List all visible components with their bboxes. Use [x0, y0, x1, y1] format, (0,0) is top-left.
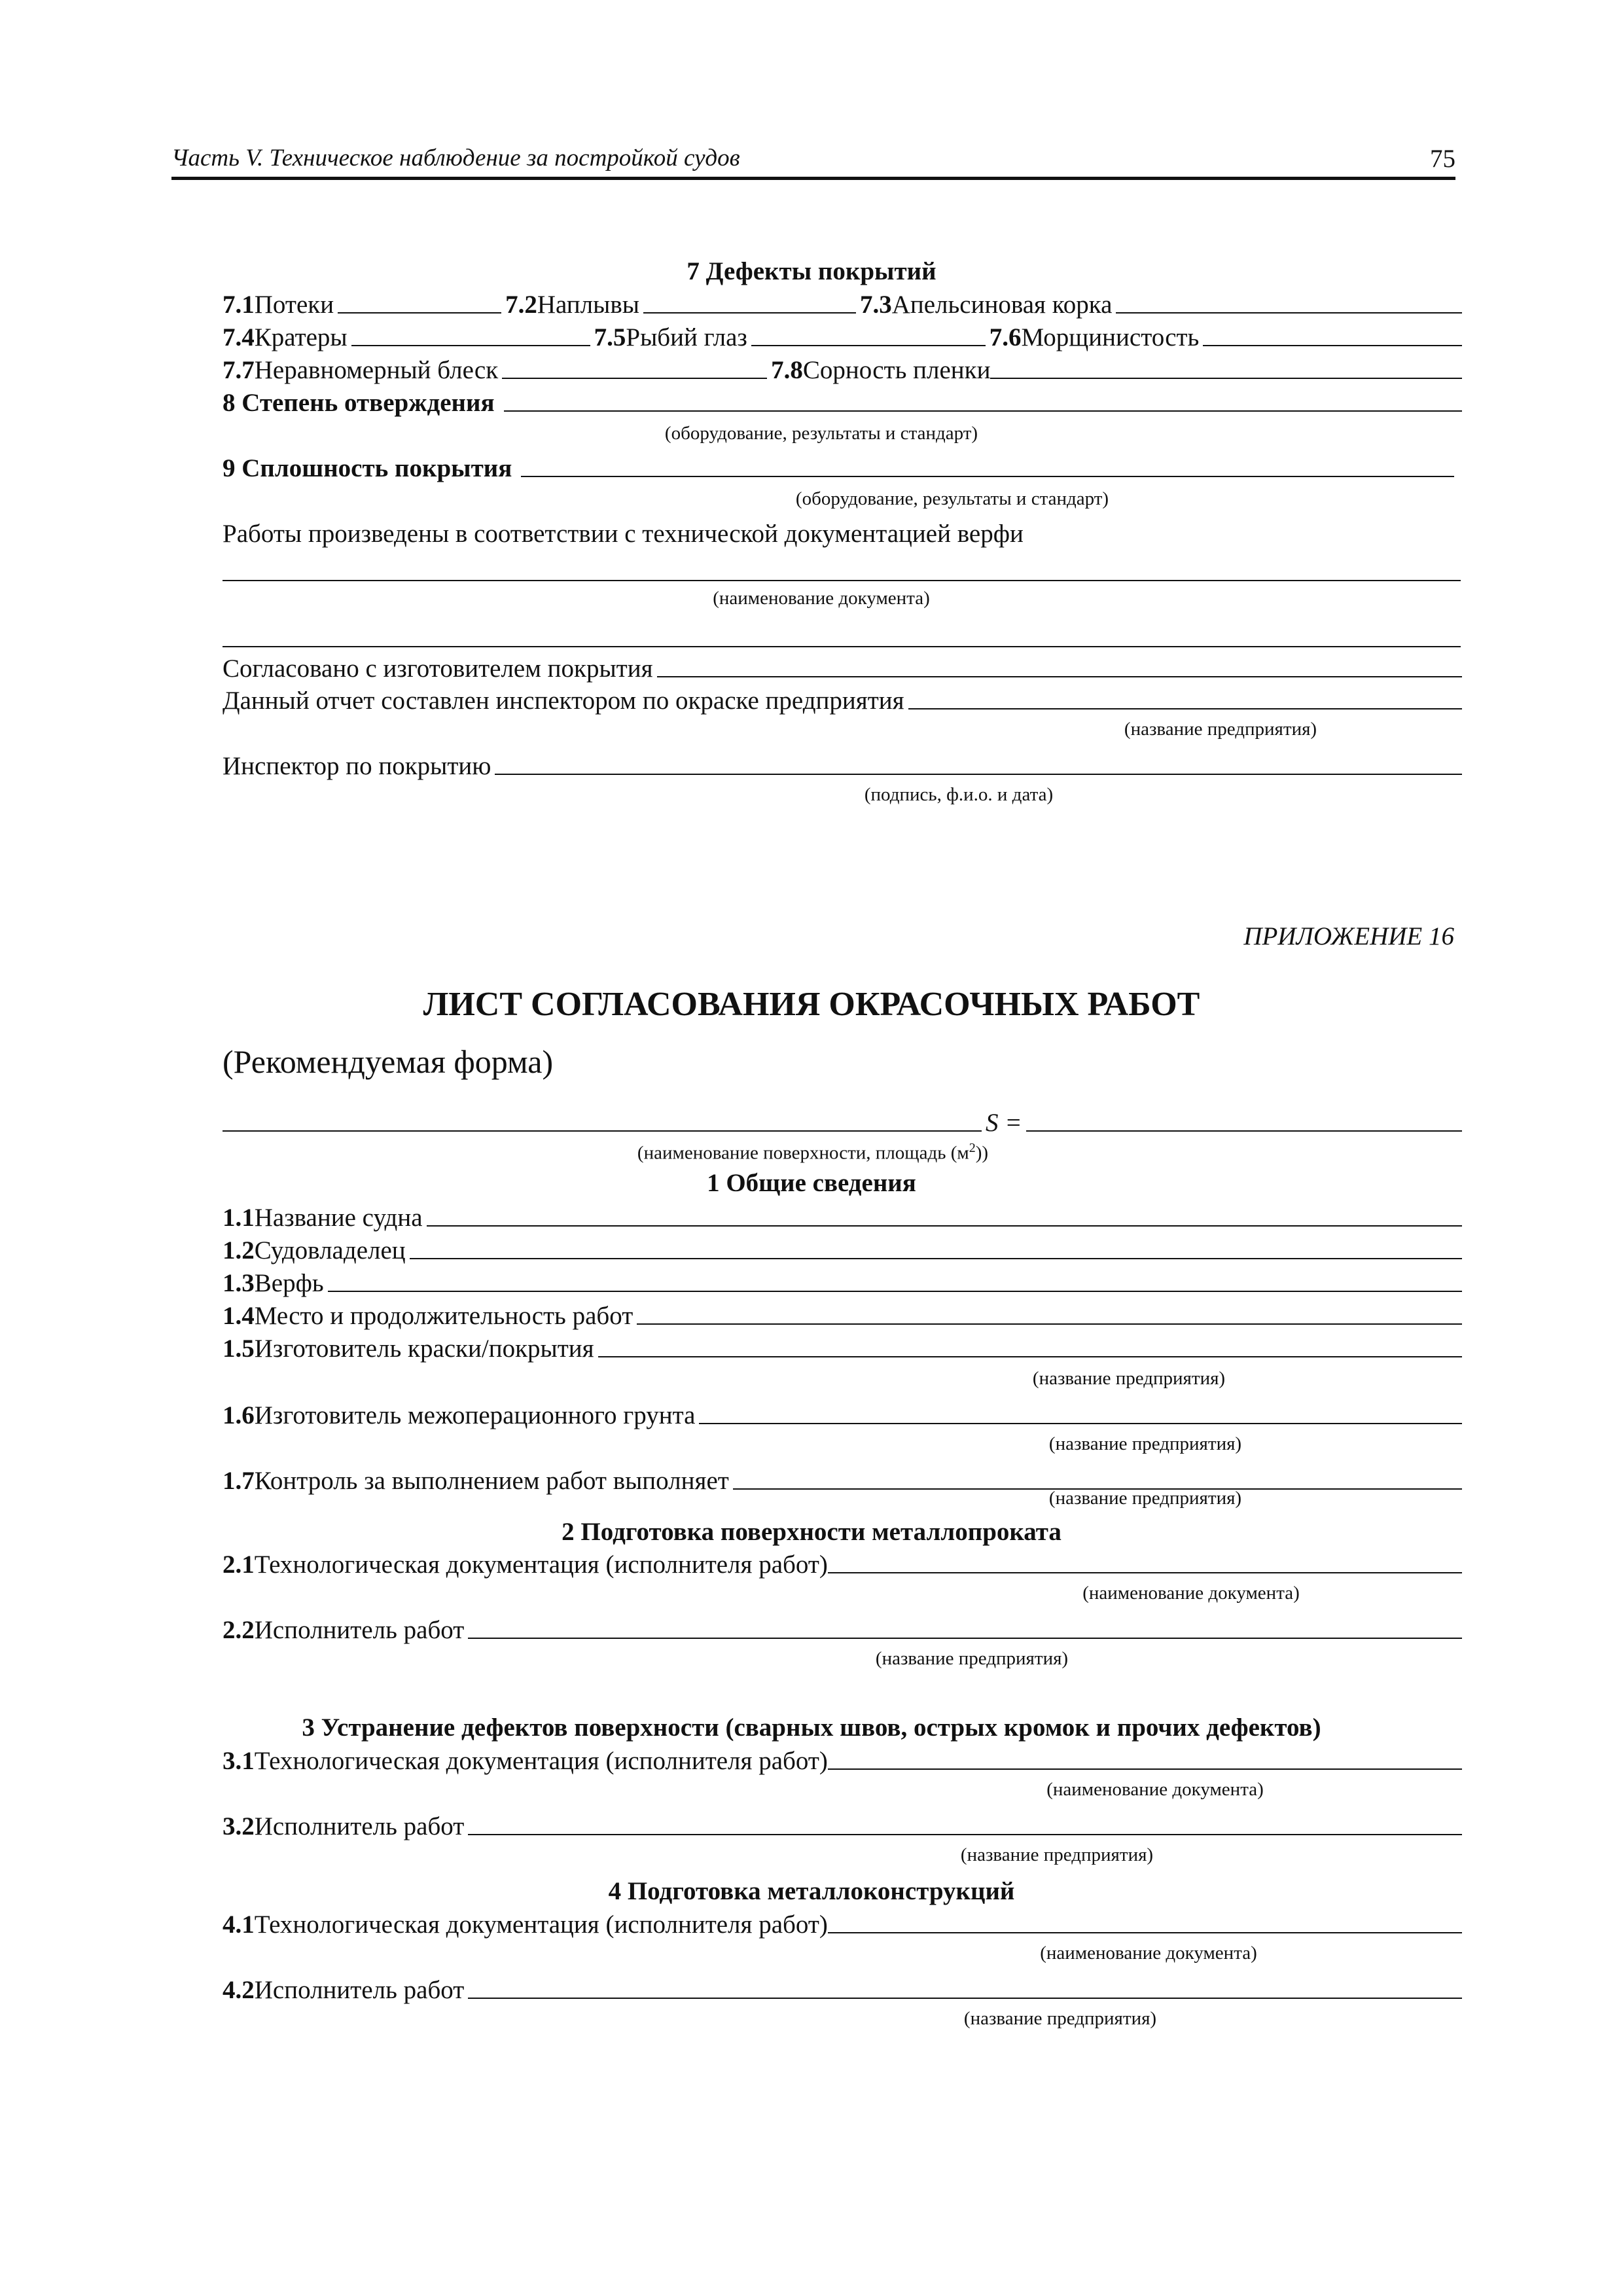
blank-field[interactable] [751, 345, 986, 346]
blank-field[interactable] [410, 1258, 1462, 1259]
row-1-5 [223, 1332, 1466, 1363]
caption: (наименование документа) [713, 588, 930, 609]
caption: (наименование документа) [1040, 1943, 1257, 1964]
blank-field[interactable] [504, 410, 1462, 412]
row-1-3 [223, 1266, 1466, 1298]
item-label: Технологическая документация (исполнителя работ) [254, 1747, 828, 1775]
row-1-6 [223, 1399, 1466, 1430]
item-label: Технологическая документация (исполнителя работ) [254, 1551, 828, 1579]
item-number: 7.5 [594, 323, 626, 351]
row-4-1 [223, 1908, 1466, 1939]
caption: (наименование поверхности, площадь $(м^2)$) [637, 1141, 989, 1164]
report-row [223, 684, 1466, 715]
item-label: Потеки [254, 291, 334, 319]
blank-field[interactable] [1203, 345, 1462, 346]
blank-field[interactable] [223, 1130, 982, 1132]
item-label: Название судна [254, 1204, 423, 1232]
row-3-1 [223, 1744, 1466, 1776]
section-7-title: 7 Дефекты покрытий [687, 257, 936, 285]
blank-field[interactable] [828, 1572, 1462, 1573]
row-4-2 [223, 1973, 1466, 2005]
blank-field[interactable] [1026, 1130, 1462, 1132]
section-9-label: 9 Сплошность покрытия [223, 454, 512, 482]
blank-field[interactable] [1116, 312, 1462, 314]
caption: (название предприятия) [963, 2008, 1157, 2029]
row-1-4 [223, 1299, 1466, 1331]
row-7-7 [223, 353, 1466, 385]
row-3-2 [223, 1810, 1466, 1841]
item-number: 7.3 [859, 291, 892, 319]
item-number: 4.1 [223, 1910, 255, 1939]
row-2-2 [223, 1613, 1466, 1645]
item-number: 2.2 [223, 1616, 255, 1644]
caption: (оборудование, результаты и стандарт) [664, 423, 978, 444]
form-title: ЛИСТ СОГЛАСОВАНИЯ ОКРАСОЧНЫХ РАБОТ [423, 986, 1200, 1023]
caption: (название предприятия) [875, 1648, 1069, 1669]
surface-row [223, 1106, 1466, 1138]
item-label: Изготовитель межоперационного грунта [254, 1401, 696, 1429]
caption: (оборудование, результаты и стандарт) [795, 488, 1109, 509]
form-subtitle: (Рекомендуемая форма) [223, 1043, 554, 1080]
blank-field[interactable] [468, 1834, 1462, 1835]
item-label: Апельсиновая корка [891, 291, 1113, 319]
blank-field[interactable] [828, 1768, 1462, 1770]
blank-field[interactable] [328, 1291, 1462, 1292]
section-4-title: 4 Подготовка металлоконструкций [608, 1877, 1015, 1905]
caption: (наименование документа) [1046, 1779, 1264, 1800]
item-label: Кратеры [254, 323, 348, 351]
caption: (название предприятия) [1124, 719, 1317, 740]
section-3-title: 3 Устранение дефектов поверхности (сварных швов, острых кромок и прочих дефектов) [302, 1713, 1321, 1742]
row-1-1 [223, 1201, 1466, 1232]
blank-field[interactable] [643, 312, 856, 314]
item-label: Контроль за выполнением работ выполняет [254, 1467, 729, 1495]
caption: (наименование документа) [1082, 1583, 1300, 1604]
row-1-7 [223, 1464, 1466, 1496]
item-number: 7.7 [223, 356, 255, 384]
item-label: Исполнитель работ [254, 1812, 465, 1840]
item-number: 1.1 [223, 1204, 255, 1232]
item-label: Морщинистость [1021, 323, 1200, 351]
item-number: 1.3 [223, 1269, 255, 1297]
item-number: 7.6 [989, 323, 1022, 351]
row-7-1 [223, 288, 1466, 319]
item-number: 3.1 [223, 1747, 255, 1775]
row-2-1 [223, 1548, 1466, 1579]
caption: (название предприятия) [1048, 1433, 1242, 1454]
blank-field[interactable] [338, 312, 501, 314]
page-number: 75 [1430, 145, 1455, 173]
item-number: 7.1 [223, 291, 255, 319]
report-label: Данный отчет составлен инспектором по окраске предприятия [223, 687, 904, 715]
blank-field[interactable] [699, 1423, 1462, 1424]
item-label: Место и продолжительность работ [254, 1302, 633, 1330]
blank-field[interactable] [502, 378, 767, 379]
caption: (название предприятия) [960, 1844, 1154, 1865]
blank-field[interactable] [657, 676, 1462, 677]
appendix-label: ПРИЛОЖЕНИЕ 16 [1243, 922, 1454, 950]
caption: (подпись, ф.и.о. и дата) [864, 784, 1054, 805]
blank-field[interactable] [427, 1225, 1462, 1227]
blank-field[interactable] [468, 1998, 1462, 1999]
section-2-title: 2 Подготовка поверхности металлопроката [562, 1518, 1061, 1546]
blank-field[interactable] [223, 646, 1461, 647]
agreed-label: Согласовано с изготовителем покрытия [223, 655, 653, 683]
item-label: Технологическая документация (исполнителя работ) [254, 1910, 828, 1939]
row-9 [223, 452, 1466, 483]
item-number: 7.4 [223, 323, 255, 351]
item-number: 7.2 [505, 291, 537, 319]
section-1-title: 1 Общие сведения [707, 1169, 916, 1197]
caption: (название предприятия) [1032, 1368, 1226, 1389]
item-label: Наплывы [537, 291, 639, 319]
blank-field[interactable] [908, 708, 1462, 709]
blank-field[interactable] [637, 1323, 1462, 1325]
item-label: Рыбий глаз [626, 323, 747, 351]
item-number: 1.4 [223, 1302, 255, 1330]
item-number: 2.1 [223, 1551, 255, 1579]
item-number: 4.2 [223, 1976, 255, 2004]
item-label: Изготовитель краски/покрытия [254, 1335, 594, 1363]
item-label: Сорность пленки [802, 356, 991, 384]
row-1-2 [223, 1234, 1466, 1265]
blank-field[interactable] [990, 378, 1462, 379]
blank-field[interactable] [495, 774, 1462, 775]
inspector-row [223, 749, 1466, 781]
agreed-row [223, 652, 1466, 683]
blank-field[interactable] [521, 476, 1454, 477]
item-label: Судовладелец [254, 1236, 406, 1265]
item-number: 1.7 [223, 1467, 255, 1495]
s-label: S = [986, 1109, 1022, 1137]
blank-field[interactable] [828, 1932, 1462, 1933]
works-text: Работы произведены в соответствии с технической документацией верфи [223, 520, 1024, 548]
item-label: Неравномерный блеск [254, 356, 499, 384]
item-label: Верфь [254, 1269, 324, 1297]
blank-field[interactable] [598, 1356, 1462, 1357]
blank-field[interactable] [468, 1638, 1462, 1639]
item-number: 1.2 [223, 1236, 255, 1265]
header-rule [171, 177, 1455, 180]
item-number: 1.5 [223, 1335, 255, 1363]
blank-field[interactable] [351, 345, 590, 346]
blank-field[interactable] [223, 580, 1461, 581]
running-title: Часть V. Техническое наблюдение за постройкой судов [171, 145, 740, 171]
section-8-label: 8 Степень отверждения [223, 389, 495, 417]
item-number: 3.2 [223, 1812, 255, 1840]
row-8 [223, 386, 1466, 418]
item-label: Исполнитель работ [254, 1976, 465, 2004]
caption: (название предприятия) [1048, 1488, 1242, 1509]
works-text-row [223, 517, 1466, 548]
item-label: Исполнитель работ [254, 1616, 465, 1644]
item-number: 1.6 [223, 1401, 255, 1429]
row-7-4 [223, 321, 1466, 352]
inspector-label: Инспектор по покрытию [223, 752, 491, 780]
item-number: 7.8 [771, 356, 803, 384]
